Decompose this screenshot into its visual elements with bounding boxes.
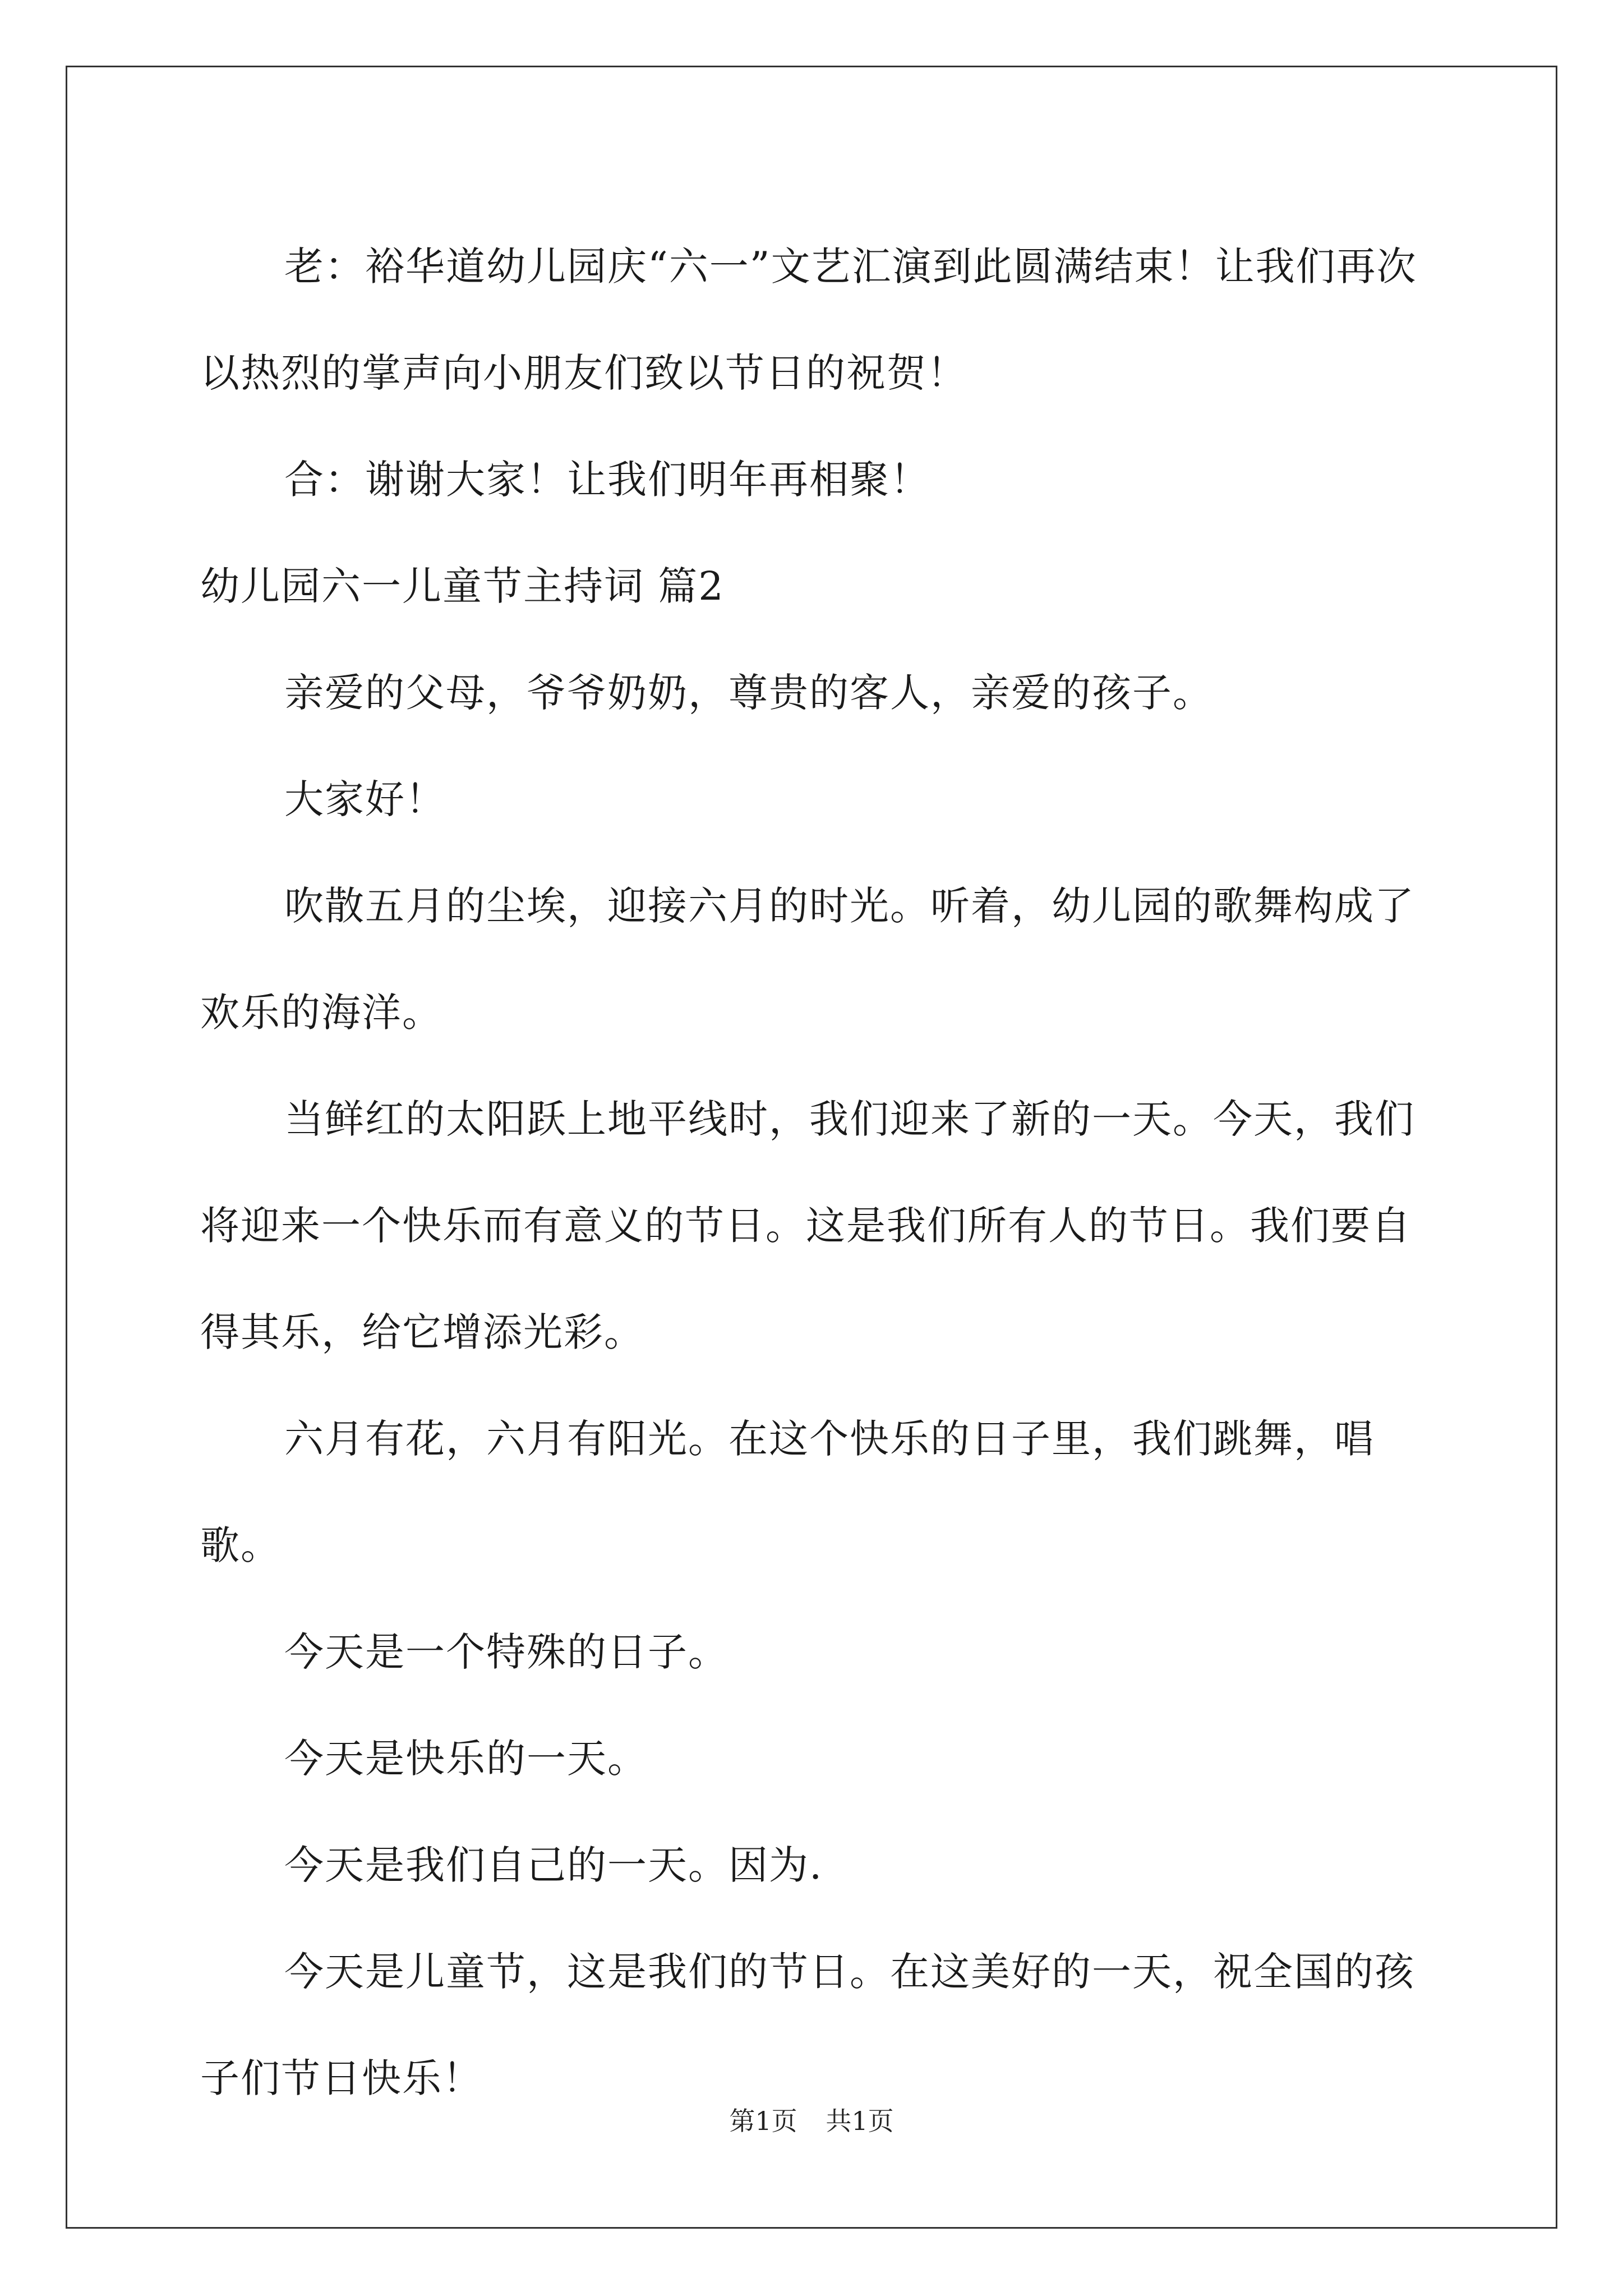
paragraph: 亲爱的父母，爷爷奶奶，尊贵的客人，亲爱的孩子。 (284, 670, 1213, 716)
paragraph: 大家好！ (284, 776, 446, 822)
paragraph: 六月有花，六月有阳光。在这个快乐的日子里，我们跳舞，唱歌。 (200, 1416, 1375, 1568)
paragraph: 今天是一个特殊的日子。 (284, 1629, 728, 1675)
paragraph: 老：裕华道幼儿园庆“六一”文艺汇演到此圆满结束！让我们再次以热烈的掌声向小朋友们致以节日的祝贺！ (200, 243, 1417, 396)
page-number: 第1页 (729, 2106, 797, 2136)
paragraph: 今天是儿童节，这是我们的节日。在这美好的一天，祝全国的孩子们节日快乐！ (200, 1949, 1415, 2101)
page-total: 共1页 (826, 2106, 894, 2136)
document-body (200, 213, 1434, 2132)
paragraph: 今天是我们自己的一天。因为. (284, 1842, 823, 1888)
paragraph: 当鲜红的太阳跃上地平线时，我们迎来了新的一天。今天，我们将迎来一个快乐而有意义的节日。这是我们所有人的节日。我们要自得其乐，给它增添光彩。 (200, 1096, 1415, 1355)
section-heading: 幼儿园六一儿童节主持词 篇2 (200, 563, 725, 609)
paragraph: 吹散五月的尘埃，迎接六月的时光。听着，幼儿园的歌舞构成了欢乐的海洋。 (200, 883, 1415, 1036)
page-footer (0, 2101, 1623, 2138)
paragraph: 今天是快乐的一天。 (284, 1736, 648, 1782)
paragraph: 合：谢谢大家！让我们明年再相聚！ (284, 457, 930, 503)
